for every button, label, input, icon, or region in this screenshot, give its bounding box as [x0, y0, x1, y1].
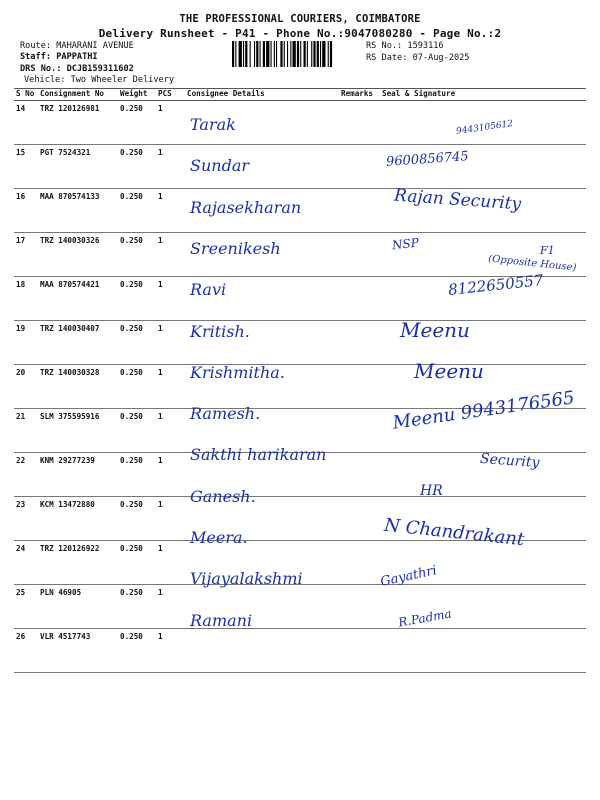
consignee-cell — [185, 629, 339, 673]
consignment-cell: PGT 7524321 — [38, 145, 118, 189]
col-header-consignment: Consignment No — [38, 89, 118, 101]
pcs-cell: 1 — [156, 277, 185, 321]
sno-cell: 15 — [14, 145, 38, 189]
remarks-cell — [339, 145, 380, 189]
consignment-cell: KCM 13472880 — [38, 497, 118, 541]
consignee-handwritten-name: Ramesh. — [190, 404, 261, 424]
consignee-handwritten-name: Rajasekharan — [190, 197, 302, 217]
pcs-cell: 1 — [156, 541, 185, 585]
consignment-cell: SLM 375595916 — [38, 409, 118, 453]
delivery-signature: Rajan Security — [393, 185, 522, 215]
consignment-cell: VLR 4517743 — [38, 629, 118, 673]
drs-number: DRS No.: DCJB159311602 — [20, 64, 134, 74]
delivery-signature: 9600856745 — [385, 149, 470, 171]
sno-cell: 21 — [14, 409, 38, 453]
pcs-cell: 1 — [156, 321, 185, 365]
sno-cell: 14 — [14, 101, 38, 145]
remarks-cell — [339, 233, 380, 277]
weight-cell: 0.250 — [118, 233, 156, 277]
weight-cell: 0.250 — [118, 145, 156, 189]
consignee-handwritten-name: Ravi — [190, 280, 227, 300]
col-header-signature: Seal & Signature — [380, 89, 586, 101]
weight-cell: 0.250 — [118, 409, 156, 453]
pcs-cell: 1 — [156, 233, 185, 277]
delivery-signature: Meenu — [414, 358, 484, 383]
sno-cell: 22 — [14, 453, 38, 497]
annotation-phone-14: 9443105612 — [455, 119, 514, 137]
pcs-cell: 1 — [156, 585, 185, 629]
pcs-cell: 1 — [156, 629, 185, 673]
consignment-cell: KNM 29277239 — [38, 453, 118, 497]
consignee-handwritten-name: Meera. — [190, 528, 248, 547]
pcs-cell: 1 — [156, 189, 185, 233]
weight-cell: 0.250 — [118, 321, 156, 365]
col-header-consignee: Consignee Details — [185, 89, 339, 101]
barcode-image — [232, 41, 362, 67]
remarks-cell — [339, 585, 380, 629]
consignment-cell: TRZ 140030328 — [38, 365, 118, 409]
table-header-row — [14, 89, 586, 101]
consignee-handwritten-name: Ramani — [190, 610, 253, 630]
delivery-signature: R.Padma — [397, 606, 453, 630]
consignee-handwritten-name: Sreenikesh — [190, 238, 281, 258]
remarks-cell — [339, 365, 380, 409]
weight-cell: 0.250 — [118, 497, 156, 541]
consignment-cell: TRZ 140030407 — [38, 321, 118, 365]
weight-cell: 0.250 — [118, 453, 156, 497]
sno-cell: 23 — [14, 497, 38, 541]
pcs-cell: 1 — [156, 409, 185, 453]
vehicle-label: Vehicle: Two Wheeler Delivery — [24, 75, 175, 85]
delivery-signature: Gayathri — [379, 563, 439, 591]
sno-cell: 24 — [14, 541, 38, 585]
col-header-weight: Weight — [118, 89, 156, 101]
sno-cell: 17 — [14, 233, 38, 277]
annotation-opposite-house: (Opposite House) — [487, 253, 577, 274]
weight-cell: 0.250 — [118, 189, 156, 233]
col-header-remarks: Remarks — [339, 89, 380, 101]
remarks-cell — [339, 629, 380, 673]
consignee-handwritten-name: Krishmitha. — [190, 362, 285, 382]
sno-cell: 19 — [14, 321, 38, 365]
remarks-cell — [339, 277, 380, 321]
col-header-pcs: PCS — [156, 89, 185, 101]
sno-cell: 20 — [14, 365, 38, 409]
delivery-signature: Security — [479, 451, 540, 472]
consignee-handwritten-name: Sundar — [190, 156, 249, 176]
table-row — [14, 629, 586, 673]
consignment-cell: MAA 870574421 — [38, 277, 118, 321]
sno-cell: 26 — [14, 629, 38, 673]
remarks-cell — [339, 189, 380, 233]
pcs-cell: 1 — [156, 497, 185, 541]
staff-label: Staff: PAPPATHI — [20, 52, 98, 62]
weight-cell: 0.250 — [118, 629, 156, 673]
consignee-handwritten-name: Tarak — [190, 115, 236, 134]
annotation-f1: F1 — [540, 244, 555, 257]
weight-cell: 0.250 — [118, 101, 156, 145]
delivery-signature: Meenu — [400, 317, 470, 342]
route-label: Route: MAHARANI AVENUE — [20, 41, 134, 51]
consignment-cell: TRZ 120126981 — [38, 101, 118, 145]
delivery-signature: N Chandrakant — [383, 514, 526, 551]
consignment-cell: PLN 46905 — [38, 585, 118, 629]
consignment-cell: TRZ 120126922 — [38, 541, 118, 585]
runsheet-title: THE PROFESSIONAL COURIERS, COIMBATORE — [179, 13, 421, 25]
delivery-signature: HR — [420, 482, 443, 499]
remarks-cell — [339, 321, 380, 365]
weight-cell: 0.250 — [118, 277, 156, 321]
consignee-handwritten-name: Kritish. — [190, 321, 250, 341]
remarks-cell — [339, 453, 380, 497]
col-header-sno: S No — [14, 89, 38, 101]
rs-number: RS No.: 1593116 — [366, 41, 444, 51]
rs-date: RS Date: 07-Aug-2025 — [366, 53, 470, 63]
pcs-cell: 1 — [156, 101, 185, 145]
remarks-cell — [339, 409, 380, 453]
signature-cell — [380, 629, 586, 673]
runsheet-subtitle: Delivery Runsheet - P41 - Phone No.:9047080280 - Page No.:2 — [98, 27, 502, 40]
sno-cell: 16 — [14, 189, 38, 233]
remarks-cell — [339, 497, 380, 541]
consignment-cell: MAA 870574133 — [38, 189, 118, 233]
sno-cell: 25 — [14, 585, 38, 629]
delivery-signature: 8122650557 — [447, 271, 545, 300]
pcs-cell: 1 — [156, 365, 185, 409]
weight-cell: 0.250 — [118, 365, 156, 409]
consignee-handwritten-name: Vijayalakshmi — [190, 569, 303, 589]
delivery-signature: NSP — [391, 235, 420, 253]
weight-cell: 0.250 — [118, 541, 156, 585]
weight-cell: 0.250 — [118, 585, 156, 629]
remarks-cell — [339, 101, 380, 145]
consignee-handwritten-name: Ganesh. — [190, 486, 256, 506]
table-row — [14, 145, 586, 189]
pcs-cell: 1 — [156, 145, 185, 189]
pcs-cell: 1 — [156, 453, 185, 497]
table-row — [14, 585, 586, 629]
table-row — [14, 321, 586, 365]
consignee-handwritten-name: Sakthi harikaran — [190, 445, 327, 465]
sno-cell: 18 — [14, 277, 38, 321]
remarks-cell — [339, 541, 380, 585]
consignment-cell: TRZ 140030326 — [38, 233, 118, 277]
delivery-signature: Meenu 9943176565 — [391, 387, 576, 434]
